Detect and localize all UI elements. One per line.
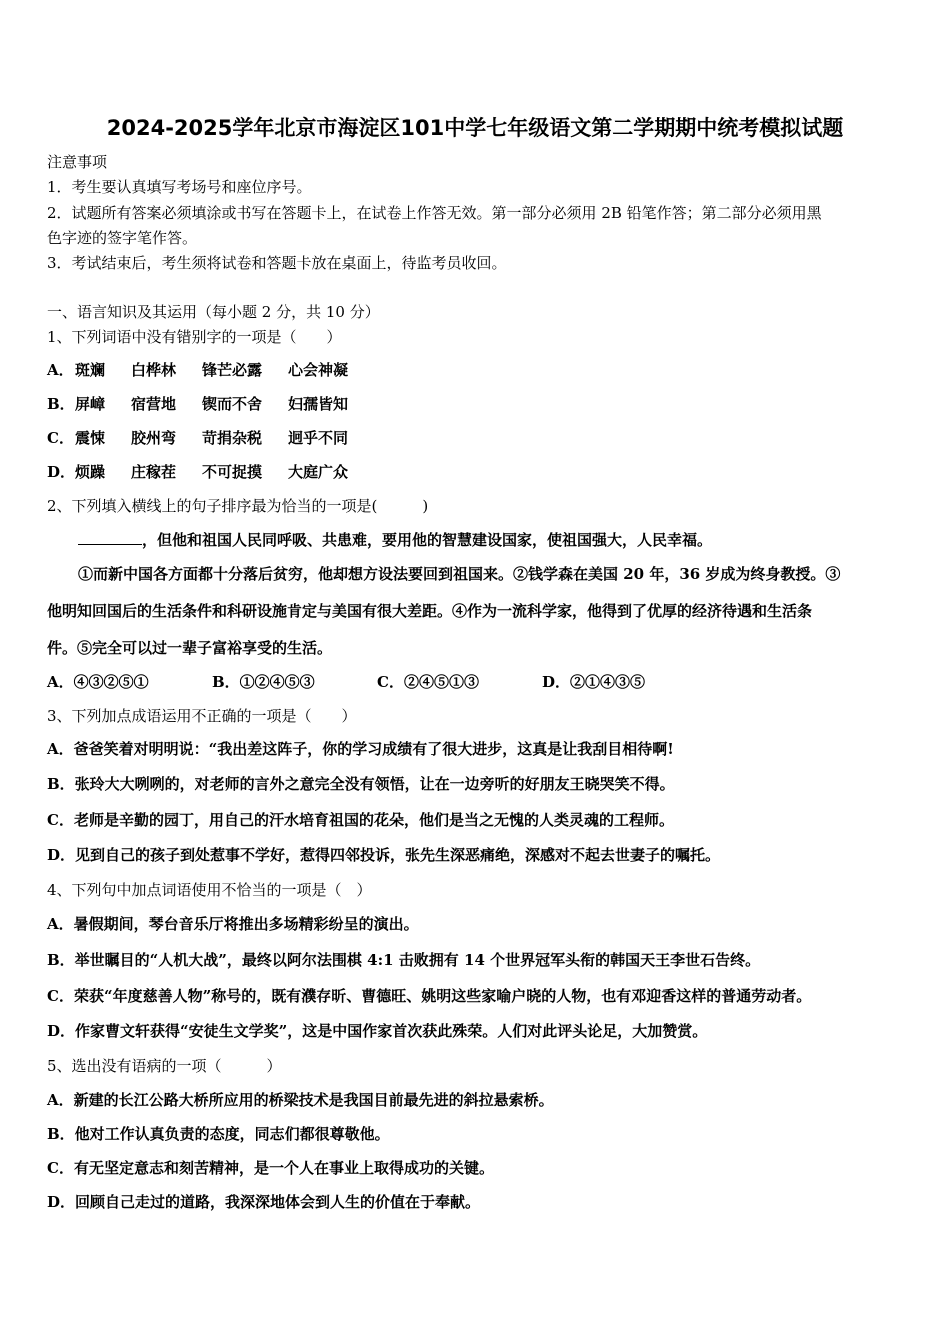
question-1-stem: 1、下列词语中没有错别字的一项是（ ） (47, 328, 342, 346)
question-2-sentence (78, 530, 712, 550)
notice-item: 2．试题所有答案必须填涂或书写在答题卡上，在试卷上作答无效。第一部分必须用 2B 铅笔作答；第二部分必须用黑 (47, 204, 822, 222)
question-3-option-b: B．张玲大大咧咧的，对老师的言外之意完全没有领悟，让在一边旁听的好朋友王晓哭笑不得。 (47, 775, 675, 793)
option-word: 宿营地 (131, 395, 177, 413)
question-5-option-d: D．回顾自己走过的道路，我深深地体会到人生的价值在于奉献。 (47, 1193, 481, 1211)
question-5-option-c: C．有无坚定意志和刻苦精神，是一个人在事业上取得成功的关键。 (47, 1159, 494, 1177)
question-2-passage-line: 件。⑤完全可以过一辈子富裕享受的生活。 (47, 639, 333, 657)
question-1-option-c (47, 428, 374, 448)
notice-heading: 注意事项 (47, 153, 108, 171)
question-2-stem: 2、下列填入横线上的句子排序最为恰当的一项是( ) (47, 497, 429, 515)
notice-item: 色字迹的签字笔作答。 (47, 229, 198, 247)
question-5-stem: 5、选出没有语病的一项（ ） (47, 1057, 282, 1075)
option-word: 大庭广众 (288, 463, 349, 481)
section-heading: 一、语言知识及其运用（每小题 2 分，共 10 分） (47, 303, 380, 321)
question-4-option-c: C．荣获“年度慈善人物”称号的，既有濮存昕、曹德旺、姚明这些家喻户晓的人物，也有邓迎香这样的普通劳动者。 (47, 987, 812, 1005)
option-word: 心会神凝 (288, 361, 349, 379)
fill-blank (78, 530, 142, 545)
question-3-option-c: C．老师是辛勤的园丁，用自己的汗水培育祖国的花朵，他们是当之无愧的人类灵魂的工程师。 (47, 811, 674, 829)
notice-item: 3．考试结束后，考生须将试卷和答题卡放在桌面上，待监考员收回。 (47, 254, 507, 272)
question-1-option-b (47, 394, 374, 414)
option-word: 苛捐杂税 (202, 429, 263, 447)
option-letter: A． (47, 361, 74, 379)
question-3-option-d: D．见到自己的孩子到处惹事不学好，惹得四邻投诉，张先生深恶痛绝，深感对不起去世妻子的嘱托。 (47, 846, 721, 864)
option-word: 屏嶂 (75, 395, 106, 413)
option-word: 庄稼茬 (131, 463, 177, 481)
question-5-option-a: A．新建的长江公路大桥所应用的桥梁技术是我国目前最先进的斜拉悬索桥。 (47, 1091, 554, 1109)
option-word: 锲而不舍 (202, 395, 263, 413)
option-word: 迥乎不同 (288, 429, 349, 447)
question-4-option-a: A．暑假期间，琴台音乐厅将推出多场精彩纷呈的演出。 (47, 915, 419, 933)
option-letter: D． (47, 463, 76, 481)
question-1-option-a (47, 360, 374, 380)
page-title: 2024-2025学年北京市海淀区101中学七年级语文第二学期期中统考模拟试题 (106, 116, 844, 140)
option-letter: B． (47, 395, 75, 413)
question-2-option-a: A．④③②⑤① (47, 673, 149, 691)
question-3-stem: 3、下列加点成语运用不正确的一项是（ ） (47, 707, 357, 725)
option-letter: C． (47, 429, 74, 447)
question-4-stem: 4、下列句中加点词语使用不恰当的一项是（ ） (47, 881, 372, 899)
question-2-option-c: C．②④⑤①③ (377, 673, 479, 691)
question-4-option-b: B．举世瞩目的“人机大战”，最终以阿尔法围棋 4:1 击败拥有 14 个世界冠军头衔的韩国天王李世石告终。 (47, 951, 761, 969)
option-word: 斑斓 (75, 361, 106, 379)
option-word: 胶州弯 (131, 429, 177, 447)
question-5-option-b: B．他对工作认真负责的态度，同志们都很尊敬他。 (47, 1125, 390, 1143)
question-2-options (47, 672, 707, 692)
question-3-option-a: A．爸爸笑着对明明说：“我出差这阵子，你的学习成绩有了很大进步，这真是让我刮目相待啊! (47, 740, 674, 758)
question-2-option-d: D．②①④③⑤ (542, 673, 646, 691)
question-2-passage-line: ①而新中国各方面都十分落后贫穷，他却想方设法要回到祖国来。②钱学森在美国 20 年，36 岁成为终身教授。③ (78, 565, 841, 583)
option-word: 妇孺皆知 (288, 395, 349, 413)
question-4-option-d: D．作家曹文轩获得“安徒生文学奖”，这是中国作家首次获此殊荣。人们对此评头论足，大加赞赏。 (47, 1022, 708, 1040)
sentence-text: ，但他和祖国人民同呼吸、共患难，要用他的智慧建设国家，使祖国强大，人民幸福。 (142, 531, 713, 549)
notice-item: 1．考生要认真填写考场号和座位序号。 (47, 178, 312, 196)
option-word: 白桦林 (131, 361, 177, 379)
question-1-option-d (47, 462, 374, 482)
option-word: 不可捉摸 (202, 463, 263, 481)
option-word: 震悚 (75, 429, 106, 447)
question-2-passage-line: 他明知回国后的生活条件和科研设施肯定与美国有很大差距。④作为一流科学家，他得到了优厚的经济待遇和生活条 (47, 602, 813, 620)
option-word: 锋芒必露 (202, 361, 263, 379)
question-2-option-b: B．①②④⑤③ (212, 673, 315, 691)
option-word: 烦躁 (75, 463, 106, 481)
